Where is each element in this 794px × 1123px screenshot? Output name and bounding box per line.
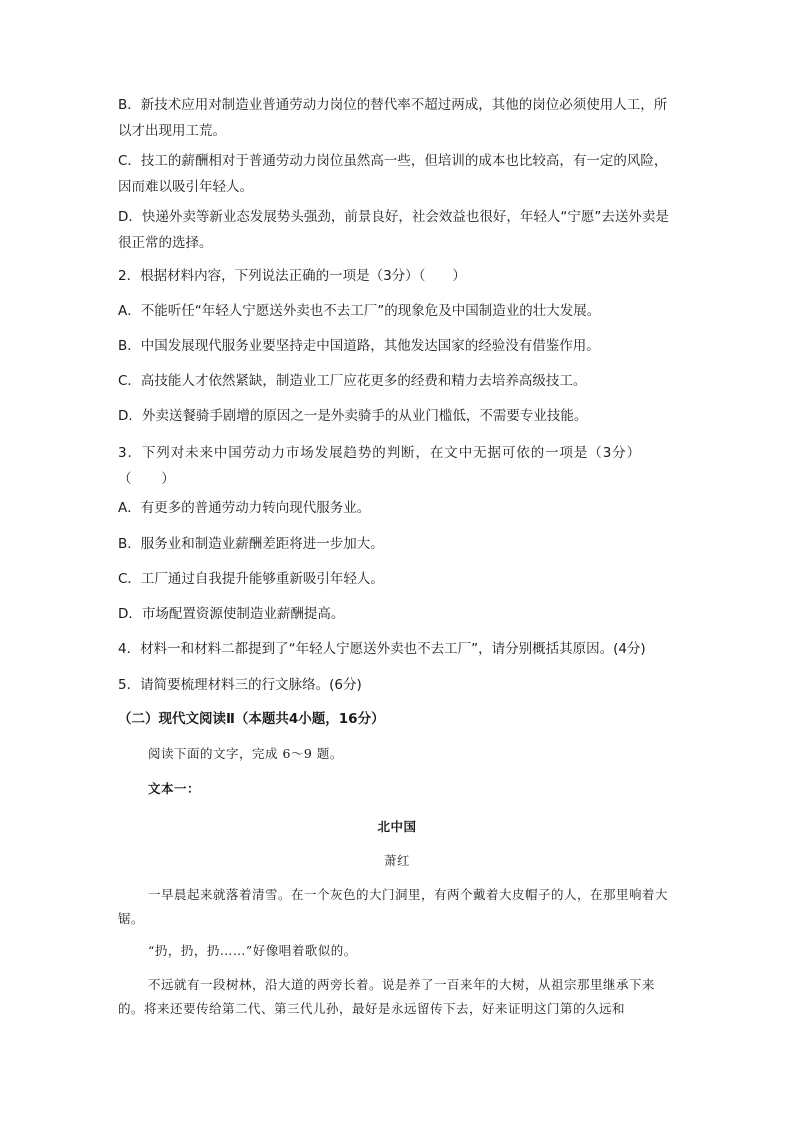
story-title: 北中国: [377, 819, 417, 834]
reading-instruction: 阅读下面的文字，完成 6～9 题。: [148, 746, 343, 761]
q2-stem: 2．根据材料内容，下列说法正确的一项是（3分）（ ）: [118, 268, 466, 284]
q2-option-c: C．高技能人才依然紧缺，制造业工厂应花更多的经费和精力去培养高级技工。: [118, 373, 587, 389]
q3-option-b: B．服务业和制造业薪酬差距将进一步加大。: [118, 536, 384, 552]
story-author: 萧红: [383, 853, 410, 868]
text-one-label: 文本一：: [148, 781, 201, 796]
q2-option-d: D．外卖送餐骑手剧增的原因之一是外卖骑手的从业门槛低，不需要专业技能。: [118, 408, 588, 424]
q3-stem: 3．下列对未来中国劳动力市场发展趋势的判断，在文中无据可依的一项是（3分）（ ）: [118, 445, 641, 487]
q3-option-c: C．工厂通过自我提升能够重新吸引年轻人。: [118, 571, 384, 587]
story-paragraph-1: 一早晨起来就落着清雪。在一个灰色的大门洞里，有两个戴着大皮帽子的人，在那里响着大锯。: [118, 887, 669, 926]
q2-option-b: B．中国发展现代服务业要坚持走中国道路，其他发达国家的经验没有借鉴作用。: [118, 338, 600, 354]
q3-option-d: D．市场配置资源使制造业薪酬提高。: [118, 606, 345, 622]
q5-question: 5．请简要梳理材料三的行文脉络。(6分): [118, 677, 362, 693]
story-paragraph-3: 不远就有一段树林，沿大道的两旁长着。说是养了一百来年的大树，从祖宗那里继承下来的。将来还要传给第二代、第三代儿孙，最好是永远留传下去，好来证明这门第的久远和: [118, 977, 656, 1016]
q3-option-a: A．有更多的普通劳动力转向现代服务业。: [118, 500, 371, 516]
q1-option-b: B．新技术应用对制造业普通劳动力岗位的替代率不超过两成，其他的岗位必须使用人工，所以才出现用工荒。: [118, 97, 668, 139]
q1-option-c: C．技工的薪酬相对于普通劳动力岗位虽然高一些，但培训的成本也比较高，有一定的风险，因而难以吸引年轻人。: [118, 153, 668, 195]
q4-question: 4．材料一和材料二都提到了“年轻人宁愿送外卖也不去工厂”，请分别概括其原因。(4分): [118, 641, 646, 657]
section2-heading: （二）现代文阅读Ⅱ（本题共4小题，16分）: [118, 711, 385, 727]
story-paragraph-2: “扔，扔，扔……”好像唱着歌似的。: [148, 943, 357, 958]
q2-option-a: A．不能听任“年轻人宁愿送外卖也不去工厂”的现象危及中国制造业的壮大发展。: [118, 303, 601, 319]
q1-option-d: D．快递外卖等新业态发展势头强劲，前景良好，社会效益也很好，年轻人“宁愿”去送外卖是很正常的选择。: [118, 209, 669, 251]
